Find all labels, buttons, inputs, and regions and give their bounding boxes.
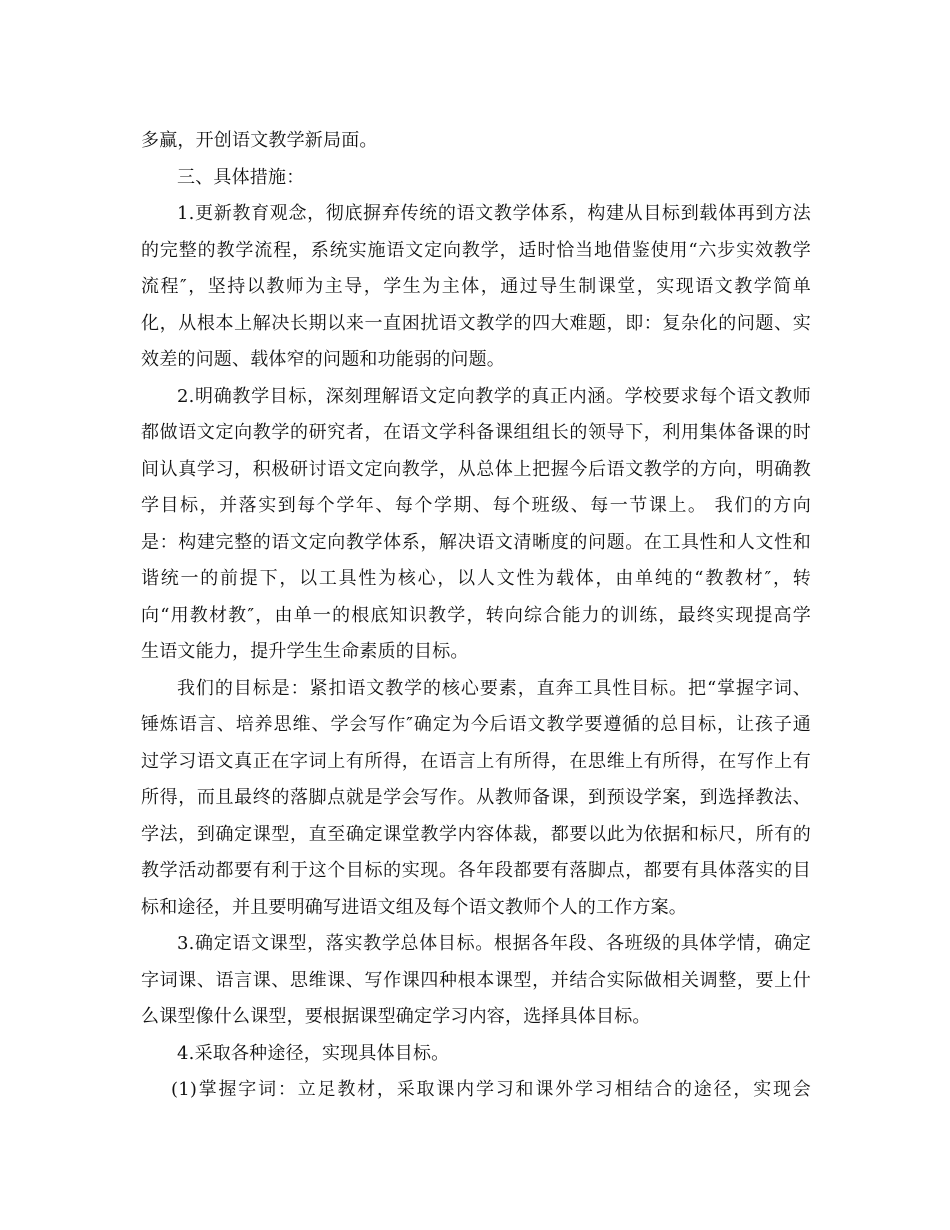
text-line: 标和途径，并且要明确写进语文组及每个语文教师个人的工作方案。 xyxy=(141,896,687,918)
text-line: 效差的问题、载体窄的问题和功能弱的问题。 xyxy=(141,349,505,370)
text-line: 字词课、语言课、思维课、写作课四种根本课型，并结合实际做相关调整，要上什 xyxy=(141,969,811,991)
text-line: 间认真学习，积极研讨语文定向教学，从总体上把握今后语文教学的方向，明确教 xyxy=(141,458,811,480)
text-line: 所得，而且最终的落脚点就是学会写作。从教师备课，到预设学案，到选择教法、 xyxy=(141,787,811,808)
text-line: 我们的目标是：紧扣语文教学的核心要素，直奔工具性目标。把“掌握字词、 xyxy=(177,677,811,699)
text-line: 的完整的教学流程，系统实施语文定向教学，适时恰当地借鉴使用“六步实效教学 xyxy=(141,239,811,261)
text-line: 学目标，并落实到每个学年、每个学期、每个班级、每一节课上。 我们的方向 xyxy=(141,495,811,516)
text-line: 2.明确教学目标，深刻理解语文定向教学的真正内涵。学校要求每个语文教师 xyxy=(177,385,811,407)
text-line: 生语文能力，提升学生生命素质的目标。 xyxy=(141,641,469,662)
text-line: 三、具体措施： xyxy=(177,166,305,188)
text-line: 么课型像什么课型，要根据课型确定学习内容，选择具体目标。 xyxy=(141,1006,651,1027)
text-line: 教学活动都要有利于这个目标的实现。各年段都要有落脚点，都要有具体落实的目 xyxy=(141,860,811,881)
text-line: 向“用教材教″，由单一的根底知识教学，转向综合能力的训练，最终实现提高学 xyxy=(141,604,811,626)
text-line: 过学习语文真正在字词上有所得，在语言上有所得，在思维上有所得，在写作上有 xyxy=(141,750,811,772)
text-line: 锤炼语言、培养思维、学会写作″确定为今后语文教学要遵循的总目标，让孩子通 xyxy=(141,714,811,735)
text-line: 谐统一的前提下，以工具性为核心，以人文性为载体，由单纯的“教教材″，转 xyxy=(141,568,811,589)
text-line: 都做语文定向教学的研究者，在语文学科备课组组长的领导下，利用集体备课的时 xyxy=(141,422,811,443)
text-line: 化，从根本上解决长期以来一直困扰语文教学的四大难题，即：复杂化的问题、实 xyxy=(141,312,811,334)
text-line: 是：构建完整的语文定向教学体系，解决语文清晰度的问题。在工具性和人文性和 xyxy=(141,531,811,553)
text-line: 3.确定语文课型，落实教学总体目标。根据各年段、各班级的具体学情，确定 xyxy=(177,933,811,954)
text-line: 1.更新教育观念，彻底摒弃传统的语文教学体系，构建从目标到载体再到方法 xyxy=(177,203,811,224)
document-body xyxy=(141,123,811,1109)
text-line: (1)掌握字词：立足教材，采取课内学习和课外学习相结合的途径，实现会 xyxy=(171,1079,811,1100)
text-line: 学法，到确定课型，直至确定课堂教学内容体裁，都要以此为依据和标尺，所有的 xyxy=(141,823,811,845)
text-line: 多赢，开创语文教学新局面。 xyxy=(141,130,378,151)
text-line: 流程″，坚持以教师为主导，学生为主体，通过导生制课堂，实现语文教学简单 xyxy=(141,276,811,297)
text-line: 4.采取各种途径，实现具体目标。 xyxy=(177,1042,450,1064)
